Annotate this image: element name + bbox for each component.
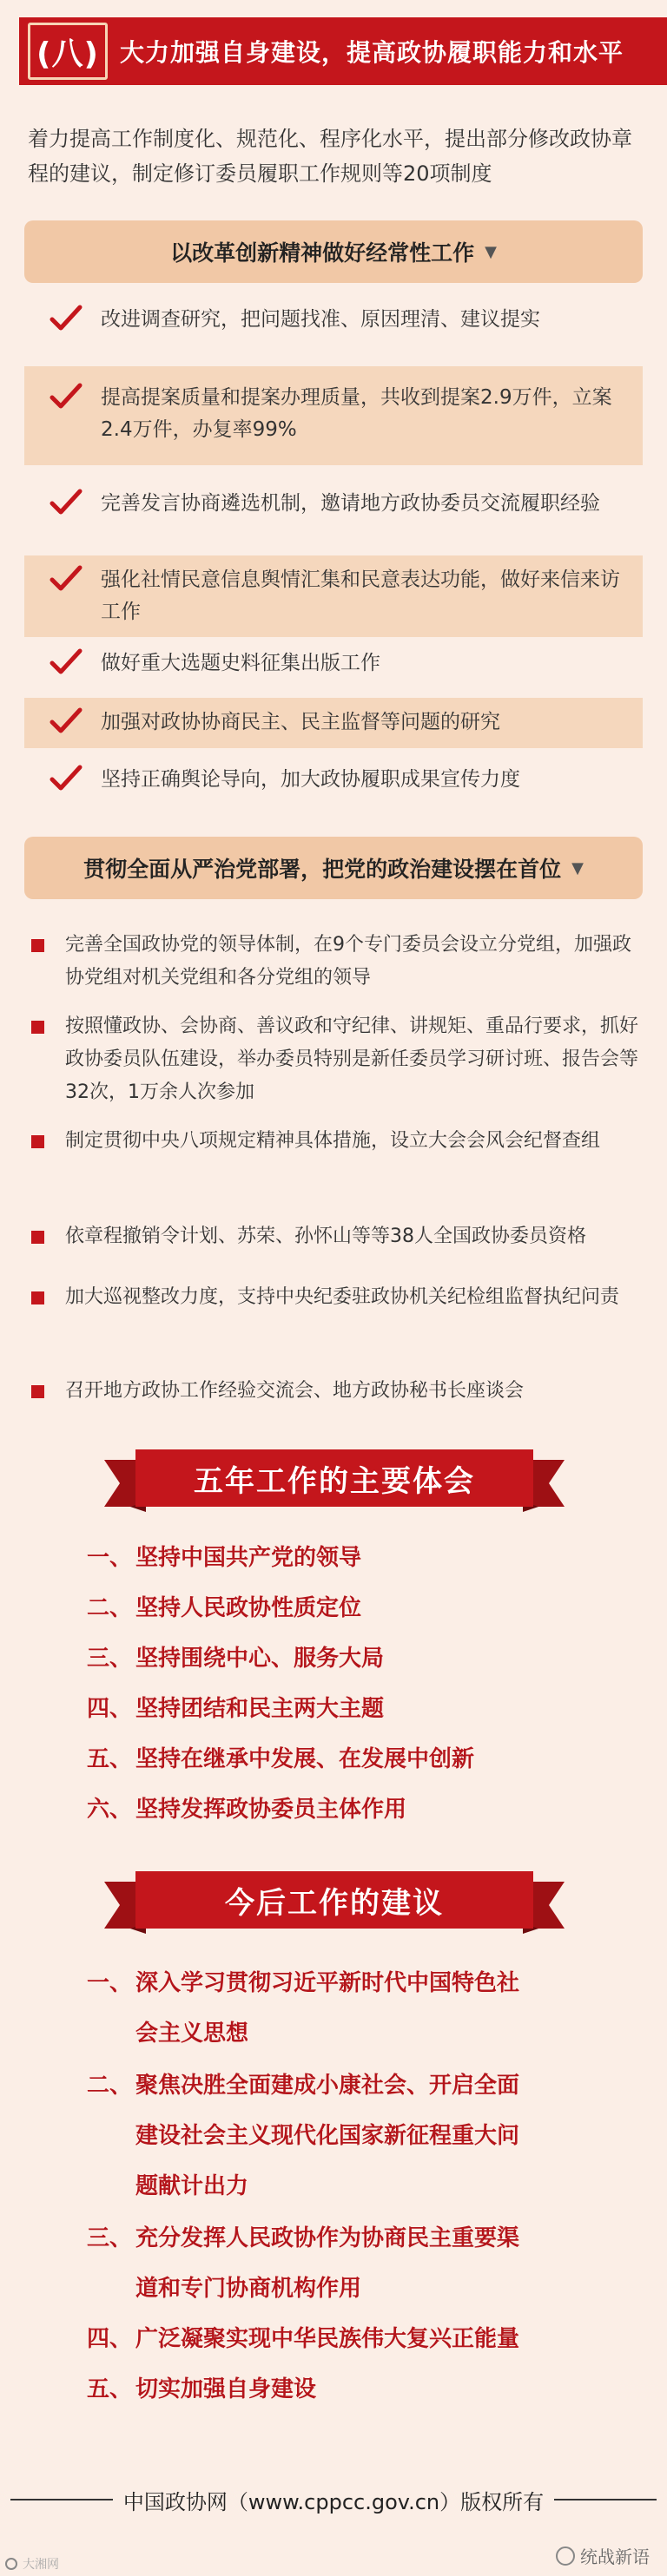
- wechat-account-icon: [556, 2546, 575, 2566]
- list-item-text: 建设社会主义现代化国家新征程重大问: [135, 2123, 520, 2149]
- square-bullet-icon: [31, 1291, 44, 1304]
- footer: [0, 2474, 667, 2526]
- list-item-number: 一、: [87, 1970, 133, 1996]
- list-item: [87, 1633, 608, 1684]
- triangle-down-icon: ▼: [485, 242, 497, 261]
- list-item-text: 完善全国政协党的领导体制，在9个专门委员会设立分党组，加强政协党组对机关党组和各分党组的领导: [65, 934, 631, 989]
- check-item: [24, 555, 643, 637]
- copyright-text: 中国政协网（www.cppcc.gov.cn）版权所有: [122, 2489, 545, 2514]
- list-item: [87, 2060, 608, 2211]
- list-item: [87, 2213, 608, 2314]
- checkmark-icon: [49, 764, 83, 795]
- list-item-text: 按照懂政协、会协商、善议政和守纪律、讲规矩、重品行要求，抓好政协委员队伍建设，举办委员特别是新任委员学习研讨班、报告会等32次，1万余人次参加: [65, 1015, 639, 1103]
- list-item-number: 三、: [87, 1646, 133, 1672]
- subsection-heading-reform: [24, 220, 643, 283]
- triangle-down-icon: ▼: [571, 858, 584, 877]
- list-item: [87, 1784, 608, 1835]
- list-item-text: 广泛凝聚实现中华民族伟大复兴正能量: [135, 2326, 520, 2352]
- square-bullet-icon: [31, 1231, 44, 1244]
- ribbon-banner-suggestions: [104, 1871, 565, 1934]
- check-item: [24, 698, 643, 748]
- list-item-text: 坚持中国共产党的领导: [135, 1545, 362, 1571]
- list-item-text: 充分发挥人民政协作为协商民主重要渠: [135, 2225, 520, 2251]
- subsection-title: 以改革创新精神做好经常性工作: [170, 240, 475, 266]
- ribbon-title: 五年工作的主要体会: [194, 1463, 475, 1499]
- check-item-text: 完善发言协商遴选机制，邀请地方政协委员交流履职经验: [101, 492, 600, 515]
- list-item-number: 二、: [87, 2073, 133, 2099]
- watermark-text: 统战新语: [580, 2546, 650, 2567]
- list-item: [31, 1125, 650, 1158]
- square-bullet-icon: [31, 1135, 44, 1148]
- list-item-text: 制定贯彻中央八项规定精神具体措施，设立大会会风会纪督查组: [65, 1130, 601, 1152]
- section-number: (八): [28, 23, 108, 80]
- list-item-number: 四、: [87, 1696, 133, 1722]
- list-item: [87, 2314, 608, 2364]
- watermark-text: 大湘网: [23, 2558, 59, 2572]
- section-header: [0, 0, 667, 94]
- list-item: [87, 2364, 608, 2415]
- list-item-text: 依章程撤销令计划、苏荣、孙怀山等等38人全国政协委员资格: [65, 1226, 586, 1247]
- list-item: [87, 1533, 608, 1583]
- check-item-text: 强化社情民意信息舆情汇集和民意表达功能，做好来信来访工作: [101, 568, 620, 623]
- checkmark-icon: [49, 488, 83, 519]
- list-item: [31, 1010, 650, 1109]
- check-item: [24, 304, 643, 361]
- list-item-number: 一、: [87, 1545, 133, 1571]
- list-item-text: 坚持团结和民主两大主题: [135, 1696, 385, 1722]
- list-item-text: 题献计出力: [135, 2173, 249, 2199]
- list-item-text: 道和专门协商机构作用: [135, 2276, 362, 2302]
- list-item: [31, 1281, 650, 1314]
- list-item: [87, 1583, 608, 1633]
- list-item-text: 召开地方政协工作经验交流会、地方政协秘书长座谈会: [65, 1380, 525, 1402]
- list-item-text: 坚持发挥政协委员主体作用: [135, 1797, 407, 1823]
- list-item-number: 四、: [87, 2326, 133, 2352]
- check-item: [24, 366, 643, 465]
- list-item: [87, 1734, 608, 1784]
- subsection-title: 贯彻全面从严治党部署，把党的政治建设摆在首位: [83, 857, 562, 882]
- ribbon-title: 今后工作的建议: [225, 1885, 444, 1921]
- list-item-text: 坚持围绕中心、服务大局: [135, 1646, 385, 1672]
- list-item: [31, 1220, 650, 1253]
- check-item: [24, 759, 643, 807]
- header-bar: [19, 17, 667, 85]
- footer-divider: [10, 2499, 113, 2500]
- checkmark-icon: [49, 706, 83, 738]
- list-item-text: 坚持在继承中发展、在发展中创新: [135, 1746, 475, 1772]
- square-bullet-icon: [31, 939, 44, 952]
- section-title: 大力加强自身建设，提高政协履职能力和水平: [120, 38, 624, 67]
- ribbon-banner-experience: [104, 1449, 565, 1512]
- list-item-text: 加大巡视整改力度，支持中央纪委驻政协机关纪检组监督执纪问责: [65, 1286, 620, 1308]
- list-item: [87, 1684, 608, 1734]
- subsection-heading-party: [24, 837, 643, 899]
- list-item-text: 切实加强自身建设: [135, 2376, 317, 2402]
- square-bullet-icon: [31, 1021, 44, 1034]
- check-item: [24, 642, 643, 691]
- list-item-text: 坚持人民政协性质定位: [135, 1595, 362, 1621]
- intro-paragraph: 着力提高工作制度化、规范化、程序化水平，提出部分修改政协章程的建议，制定修订委员履职工作规则等20项制度: [28, 127, 632, 186]
- check-item-text: 提高提案质量和提案办理质量，共收到提案2.9万件，立案2.4万件，办复率99%: [101, 386, 612, 441]
- check-item-text: 做好重大选题史料征集出版工作: [101, 652, 380, 674]
- checkmark-icon: [49, 564, 83, 595]
- list-item-number: 二、: [87, 1595, 133, 1621]
- footer-divider: [554, 2499, 657, 2500]
- check-item: [24, 476, 643, 562]
- check-item-text: 坚持正确舆论导向，加大政协履职成果宣传力度: [101, 768, 520, 791]
- watermark-left: [5, 2555, 59, 2573]
- list-item-number: 六、: [87, 1797, 133, 1823]
- list-item-text: 聚焦决胜全面建成小康社会、开启全面: [135, 2073, 520, 2099]
- list-item-number: 三、: [87, 2225, 133, 2251]
- watermark-right: [556, 2543, 650, 2568]
- list-item-text: 深入学习贯彻习近平新时代中国特色社: [135, 1970, 520, 1996]
- list-item-text: 会主义思想: [135, 2021, 249, 2047]
- checkmark-icon: [49, 647, 83, 679]
- checkmark-icon: [49, 304, 83, 335]
- checkmark-icon: [49, 382, 83, 413]
- list-item-number: 五、: [87, 1746, 133, 1772]
- list-item: [31, 1375, 650, 1408]
- watermark-logo-icon: [5, 2558, 17, 2570]
- square-bullet-icon: [31, 1385, 44, 1398]
- list-item-number: 五、: [87, 2376, 133, 2402]
- list-item: [31, 929, 650, 995]
- list-item: [87, 1958, 608, 2059]
- check-item-text: 加强对政协协商民主、民主监督等问题的研究: [101, 711, 500, 733]
- check-item-text: 改进调查研究，把问题找准、原因理清、建议提实: [101, 308, 540, 331]
